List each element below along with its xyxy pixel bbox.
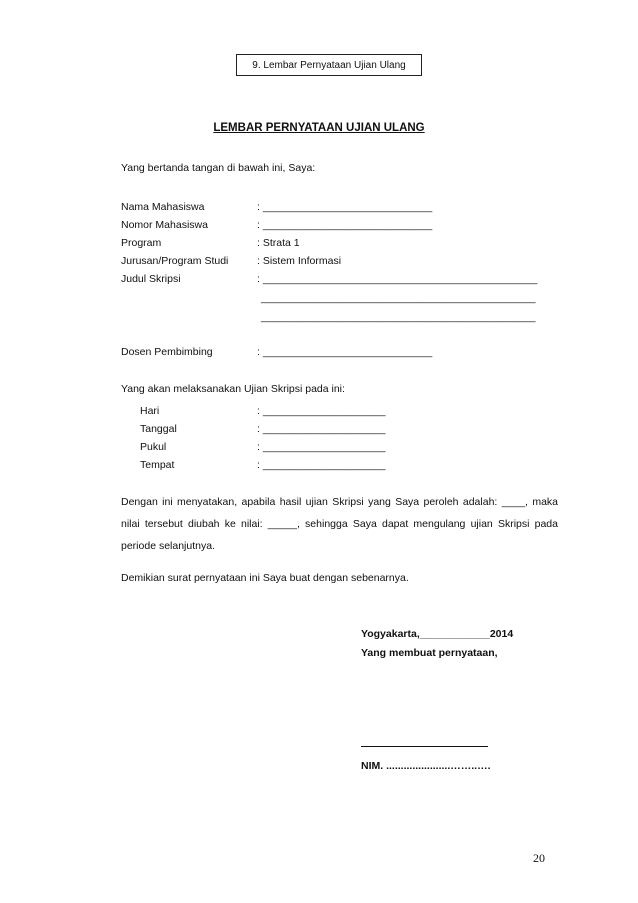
closing-text: Demikian surat pernyataan ini Saya buat dengan sebenarnya. [121, 572, 409, 584]
schedule-intro: Yang akan melaksanakan Ujian Skripsi pada ini: [121, 383, 345, 395]
schedule-label-tanggal: Tanggal [140, 423, 177, 435]
field-label-dosen: Dosen Pembimbing [121, 346, 213, 358]
statement-paragraph: Dengan ini menyatakan, apabila hasil ujian Skripsi yang Saya peroleh adalah: ____, maka nilai tersebut diubah ke nilai: _____, sehingga Saya dapat mengulang ujian Skripsi pada periode selanjutnya. [121, 496, 558, 552]
field-value-jurusan: : Sistem Informasi [257, 255, 342, 267]
schedule-label-pukul: Pukul [140, 441, 167, 453]
field-value-judul: : _______________________________________________ [257, 273, 538, 285]
schedule-value-tanggal: : _____________________ [257, 423, 386, 435]
section-header-box [236, 54, 422, 76]
page-number: 20 [533, 851, 545, 865]
schedule-label-hari: Hari [140, 405, 160, 417]
field-label-program: Program [121, 237, 162, 249]
signature-maker-label: Yang membuat pernyataan, [361, 647, 498, 659]
section-header-label: 9. Lembar Pernyataan Ujian Ulang [252, 59, 406, 71]
field-label-judul: Judul Skripsi [121, 273, 181, 285]
field-value-judul-line2: _______________________________________________ [261, 292, 536, 304]
schedule-value-tempat: : _____________________ [257, 459, 386, 471]
intro-text: Yang bertanda tangan di bawah ini, Saya: [121, 162, 316, 174]
schedule-value-pukul: : _____________________ [257, 441, 386, 453]
field-value-dosen: : _____________________________ [257, 346, 433, 358]
schedule-label-tempat: Tempat [140, 459, 175, 471]
document-title: LEMBAR PERNYATAAN UJIAN ULANG [213, 122, 425, 134]
field-label-jurusan: Jurusan/Program Studi [121, 255, 229, 267]
schedule-value-hari: : _____________________ [257, 405, 386, 417]
field-label-nomor: Nomor Mahasiswa [121, 219, 208, 231]
field-value-nomor: : _____________________________ [257, 219, 433, 231]
field-value-program: : Strata 1 [257, 237, 300, 249]
signature-nim: NIM. ......................……..…. [361, 760, 491, 772]
field-value-nama: : _____________________________ [257, 201, 433, 213]
signature-place-date: Yogyakarta,____________2014 [361, 628, 514, 640]
field-value-judul-line3: _______________________________________________ [261, 311, 536, 323]
signature-line [361, 746, 488, 747]
field-label-nama: Nama Mahasiswa [121, 201, 205, 213]
